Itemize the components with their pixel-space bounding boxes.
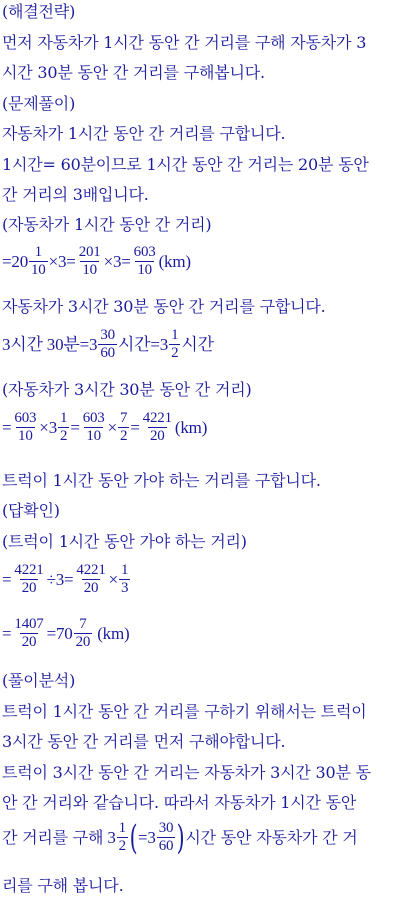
denominator: 10 xyxy=(82,262,97,278)
denominator: 3 xyxy=(121,580,129,596)
right-paren: ) xyxy=(176,817,185,858)
whole-part: 3 xyxy=(147,827,156,847)
section-header-solution: (문제풀이) xyxy=(2,94,76,113)
text-line: 시간 30분 동안 간 거리를 구해봅니다. xyxy=(2,63,265,82)
text-fragment: 시간 동안 자동차가 간 거 xyxy=(185,827,358,847)
denominator: 2 xyxy=(120,428,128,444)
numerator: 4221 xyxy=(76,562,106,578)
fraction xyxy=(98,327,117,362)
text-line: 안 간 거리와 같습니다. 따라서 자동차가 1시간 동안 xyxy=(2,793,357,812)
fraction xyxy=(74,562,107,597)
math-text: = xyxy=(2,623,12,643)
fraction xyxy=(12,410,38,445)
text-line: 3시간 동안 간 거리를 먼저 구해야합니다. xyxy=(2,732,286,751)
denominator: 10 xyxy=(18,428,33,444)
denominator: 20 xyxy=(21,634,37,650)
fraction xyxy=(169,327,180,362)
math-text: × xyxy=(39,417,49,437)
text-line: (자동차가 1시간 동안 간 거리) xyxy=(2,215,212,234)
denominator: 20 xyxy=(150,428,165,444)
mixed-number xyxy=(147,820,176,855)
math-text: 시간 xyxy=(181,334,214,354)
numerator: 7 xyxy=(120,410,128,426)
denominator: 10 xyxy=(137,262,152,278)
math-text: = xyxy=(2,569,12,589)
numerator: 1 xyxy=(121,562,129,578)
denominator: 60 xyxy=(100,345,115,361)
equation-car-1-hour xyxy=(2,244,191,279)
text-line: 트럭이 1시간 동안 가야 하는 거리를 구합니다. xyxy=(2,471,321,490)
text-line: 자동차가 1시간 동안 간 거리를 구합니다. xyxy=(2,124,286,143)
math-text: = xyxy=(46,623,56,643)
numerator: 603 xyxy=(82,410,105,426)
numerator: 201 xyxy=(78,244,101,260)
fraction xyxy=(77,244,103,279)
mixed-number xyxy=(49,410,71,445)
denominator: 10 xyxy=(86,428,101,444)
fraction xyxy=(12,616,45,651)
mixed-number xyxy=(89,327,118,362)
equation-time-conversion xyxy=(2,327,214,362)
math-text: = xyxy=(2,417,12,437)
text-line: 트럭이 3시간 동안 간 거리는 자동차가 3시간 30분 동 xyxy=(2,763,371,782)
mixed-number xyxy=(107,820,129,855)
numerator: 4221 xyxy=(142,410,172,426)
unit-label: (km) xyxy=(97,623,130,643)
numerator: 4221 xyxy=(14,562,44,578)
denominator: 2 xyxy=(171,345,179,361)
numerator: 603 xyxy=(133,244,156,260)
fraction xyxy=(141,410,174,445)
math-text: 3시간 30분= xyxy=(2,334,90,354)
equation-truck-division xyxy=(2,562,131,597)
denominator: 20 xyxy=(83,580,99,596)
fraction xyxy=(157,820,176,855)
section-header-check: (답확인) xyxy=(2,501,60,520)
math-text: × xyxy=(107,417,117,437)
unit-label: (km) xyxy=(158,251,191,271)
section-header-analysis: (풀이분석) xyxy=(2,671,76,690)
numerator: 30 xyxy=(158,820,174,836)
numerator: 1 xyxy=(34,244,42,260)
text-line: 1시간= 60분이므로 1시간 동안 간 거리는 20분 동안 xyxy=(2,155,369,174)
text-line: 자동차가 3시간 30분 동안 간 거리를 구합니다. xyxy=(2,297,326,316)
math-text: = xyxy=(2,251,12,271)
math-text: ×3= xyxy=(48,251,76,271)
mixed-number xyxy=(56,616,93,651)
section-header-strategy: (해결전략) xyxy=(2,2,76,21)
fraction xyxy=(74,616,93,651)
text-line: 리를 구해 봅니다. xyxy=(2,876,124,895)
numerator: 1 xyxy=(171,327,179,343)
whole-part: 70 xyxy=(55,623,73,643)
denominator: 20 xyxy=(75,634,91,650)
denominator: 60 xyxy=(158,838,174,854)
numerator: 1407 xyxy=(14,616,44,632)
fraction xyxy=(117,820,128,855)
whole-part: 3 xyxy=(48,417,57,437)
fraction xyxy=(29,244,48,279)
numerator: 603 xyxy=(14,410,37,426)
fraction xyxy=(58,410,69,445)
equation-truck-result xyxy=(2,616,129,651)
whole-part: 3 xyxy=(89,334,98,354)
text-line: 먼저 자동차가 1시간 동안 간 거리를 구해 자동차가 3 xyxy=(2,33,367,52)
math-text: × xyxy=(108,569,119,589)
fraction xyxy=(132,244,158,279)
text-line: 간 거리의 3배입니다. xyxy=(2,185,149,204)
fraction xyxy=(81,410,107,445)
whole-part: 3 xyxy=(107,827,116,847)
text-line: (트럭이 1시간 동안 가야 하는 거리) xyxy=(2,532,247,551)
numerator: 1 xyxy=(118,820,126,836)
unit-label: (km) xyxy=(174,417,208,437)
text-fragment: 간 거리를 구해 xyxy=(2,827,104,847)
denominator: 10 xyxy=(31,262,46,278)
text-line: 트럭이 1시간 동안 간 거리를 구하기 위해서는 트럭이 xyxy=(2,702,367,721)
mixed-number xyxy=(160,327,182,362)
math-text: ×3= xyxy=(103,251,131,271)
fraction xyxy=(12,562,45,597)
whole-part: 20 xyxy=(11,251,28,271)
equation-car-3-5-hours xyxy=(2,410,207,445)
mixed-number xyxy=(11,244,48,279)
text-line: (자동차가 3시간 30분 동안 간 거리) xyxy=(2,380,252,399)
text-line-with-math xyxy=(2,817,358,858)
numerator: 7 xyxy=(79,616,87,632)
whole-part: 3 xyxy=(159,334,169,354)
math-text: ÷3= xyxy=(46,569,74,589)
denominator: 2 xyxy=(118,838,126,854)
math-text: = xyxy=(70,417,80,437)
numerator: 30 xyxy=(100,327,115,343)
numerator: 1 xyxy=(60,410,68,426)
fraction xyxy=(119,562,130,597)
fraction xyxy=(118,410,129,445)
denominator: 20 xyxy=(21,580,37,596)
math-text: = xyxy=(130,417,140,437)
left-paren: ( xyxy=(129,817,138,858)
math-text: = xyxy=(138,827,148,847)
math-text: 시간= xyxy=(117,334,160,354)
denominator: 2 xyxy=(60,428,68,444)
